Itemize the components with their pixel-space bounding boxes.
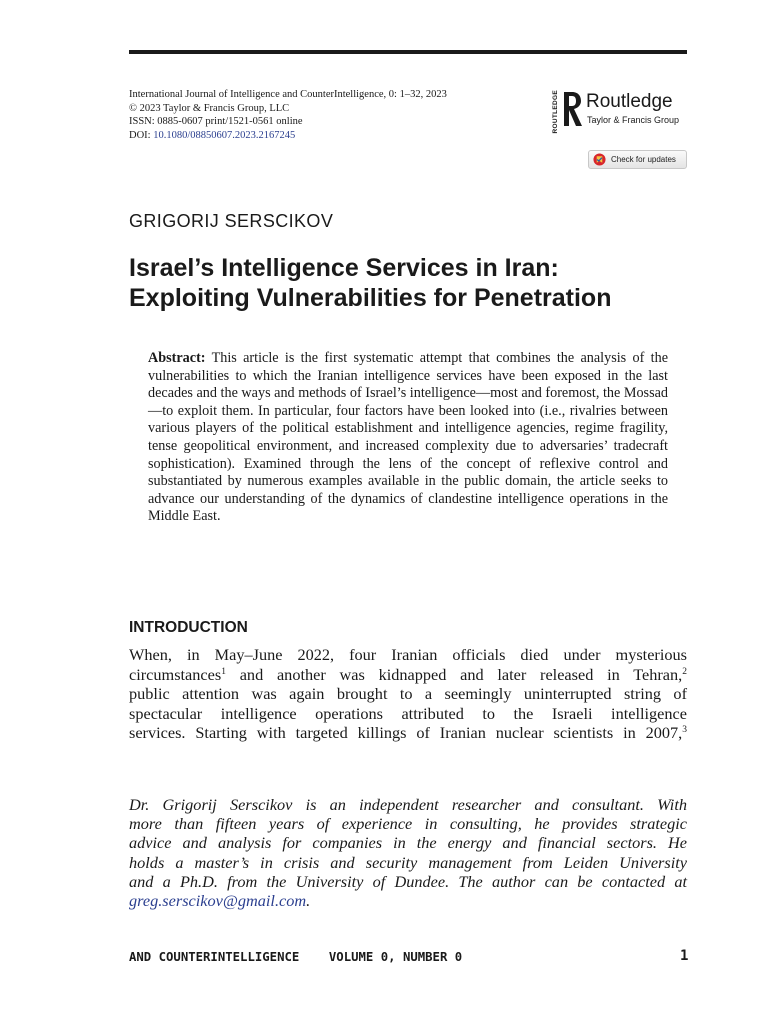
intro-line-4: spectacular intelligence operations attributed to the Israeli intelligence <box>129 703 687 723</box>
author-email-link[interactable]: greg.serscikov@gmail.com <box>129 891 307 911</box>
intro-line-5: services. Starting with targeted killings of Iranian nuclear scientists in 2007,$^3$ <box>129 723 687 743</box>
bio-line-5: and a Ph.D. from the University of Dundee. The author can be contacted at <box>129 871 687 891</box>
introduction-paragraph <box>129 645 687 743</box>
routledge-r-icon <box>561 90 583 128</box>
crossmark-icon <box>593 153 606 166</box>
abstract-label: Abstract: <box>148 350 206 366</box>
publisher-group: Taylor & Francis Group <box>587 115 680 125</box>
footnote-ref-2[interactable]: 2 <box>682 666 687 677</box>
intro-line-1: When, in May–June 2022, four Iranian officials died under mysterious <box>129 645 687 664</box>
doi-label: DOI: <box>129 129 154 141</box>
volume-number: VOLUME 0, NUMBER 0 <box>328 950 463 964</box>
copyright-line: © 2023 Taylor & Francis Group, LLC <box>129 102 290 114</box>
publisher-logo <box>552 90 692 134</box>
journal-citation: International Journal of Intelligence and CounterIntelligence, 0: 1–32, 2023 <box>129 89 447 100</box>
issn-line: ISSN: 0885-0607 print/1521-0561 online <box>129 116 303 127</box>
abstract-text: This article is the first systematic attempt that combines the analysis of the vulnerabilities to which the Iranian intelligence services have been exposed in the last decades and the ways and methods of Israel’s intelligence—most and foremost, the Mossad—to exploit them. In particular, four factors have been looked into (i.e., rivalries between various players of the political establishment and intelligence agencies, regime fragility, tense geopolitical environment, and increased complexity due to adversaries’ tradecraft sophistication). Examined through the lens of the concept of reflexive control and substantiated by numerous examples available in the public domain, the article seeks to advance our understanding of the dynamics of clandestine intelligence operations in the Middle East. <box>148 350 668 525</box>
intro-line-2: circumstances$^1$ and another was kidnapped and later released in Tehran,$^2$ <box>129 664 687 684</box>
check-for-updates-label: Check for updates <box>611 155 676 164</box>
check-for-updates-button[interactable] <box>588 150 687 169</box>
author-name: GRIGORIJ SERSCIKOV <box>129 211 334 231</box>
bio-line-4: holds a master’s in crisis and security management from Leiden University <box>129 852 687 872</box>
bio-line-6: greg.serscikov@gmail.com. <box>129 891 311 911</box>
doi-link[interactable]: 10.1080/08850607.2023.2167245 <box>153 129 296 141</box>
article-title-line-2: Exploiting Vulnerabilities for Penetration <box>129 284 612 312</box>
publisher-vertical-text: ROUTLEDGE <box>552 90 559 134</box>
doi-line <box>129 129 549 143</box>
bio-line-2: more than fifteen years of experience in consulting, he provides strategic <box>129 814 687 834</box>
bio-line-1: Dr. Grigorij Serscikov is an independent researcher and consultant. With <box>129 795 687 814</box>
publisher-name: Routledge <box>586 91 673 112</box>
article-title <box>129 253 689 313</box>
bio-line-3: advice and analysis for companies in the energy and financial sectors. He <box>129 833 687 853</box>
article-title-line-1: Israel’s Intelligence Services in Iran: <box>129 254 559 282</box>
running-footer <box>129 950 462 964</box>
footnote-ref-1[interactable]: 1 <box>221 666 226 677</box>
running-head: AND COUNTERINTELLIGENCE <box>129 950 300 964</box>
journal-metadata <box>129 88 549 142</box>
abstract <box>148 350 668 526</box>
author-bio <box>129 795 687 910</box>
introduction-heading: INTRODUCTION <box>129 619 248 636</box>
page-number: 1 <box>680 948 689 964</box>
top-rule <box>129 50 687 54</box>
footnote-ref-3[interactable]: 3 <box>682 725 687 736</box>
intro-line-3: public attention was again brought to a seemingly uninterrupted string of <box>129 684 687 704</box>
